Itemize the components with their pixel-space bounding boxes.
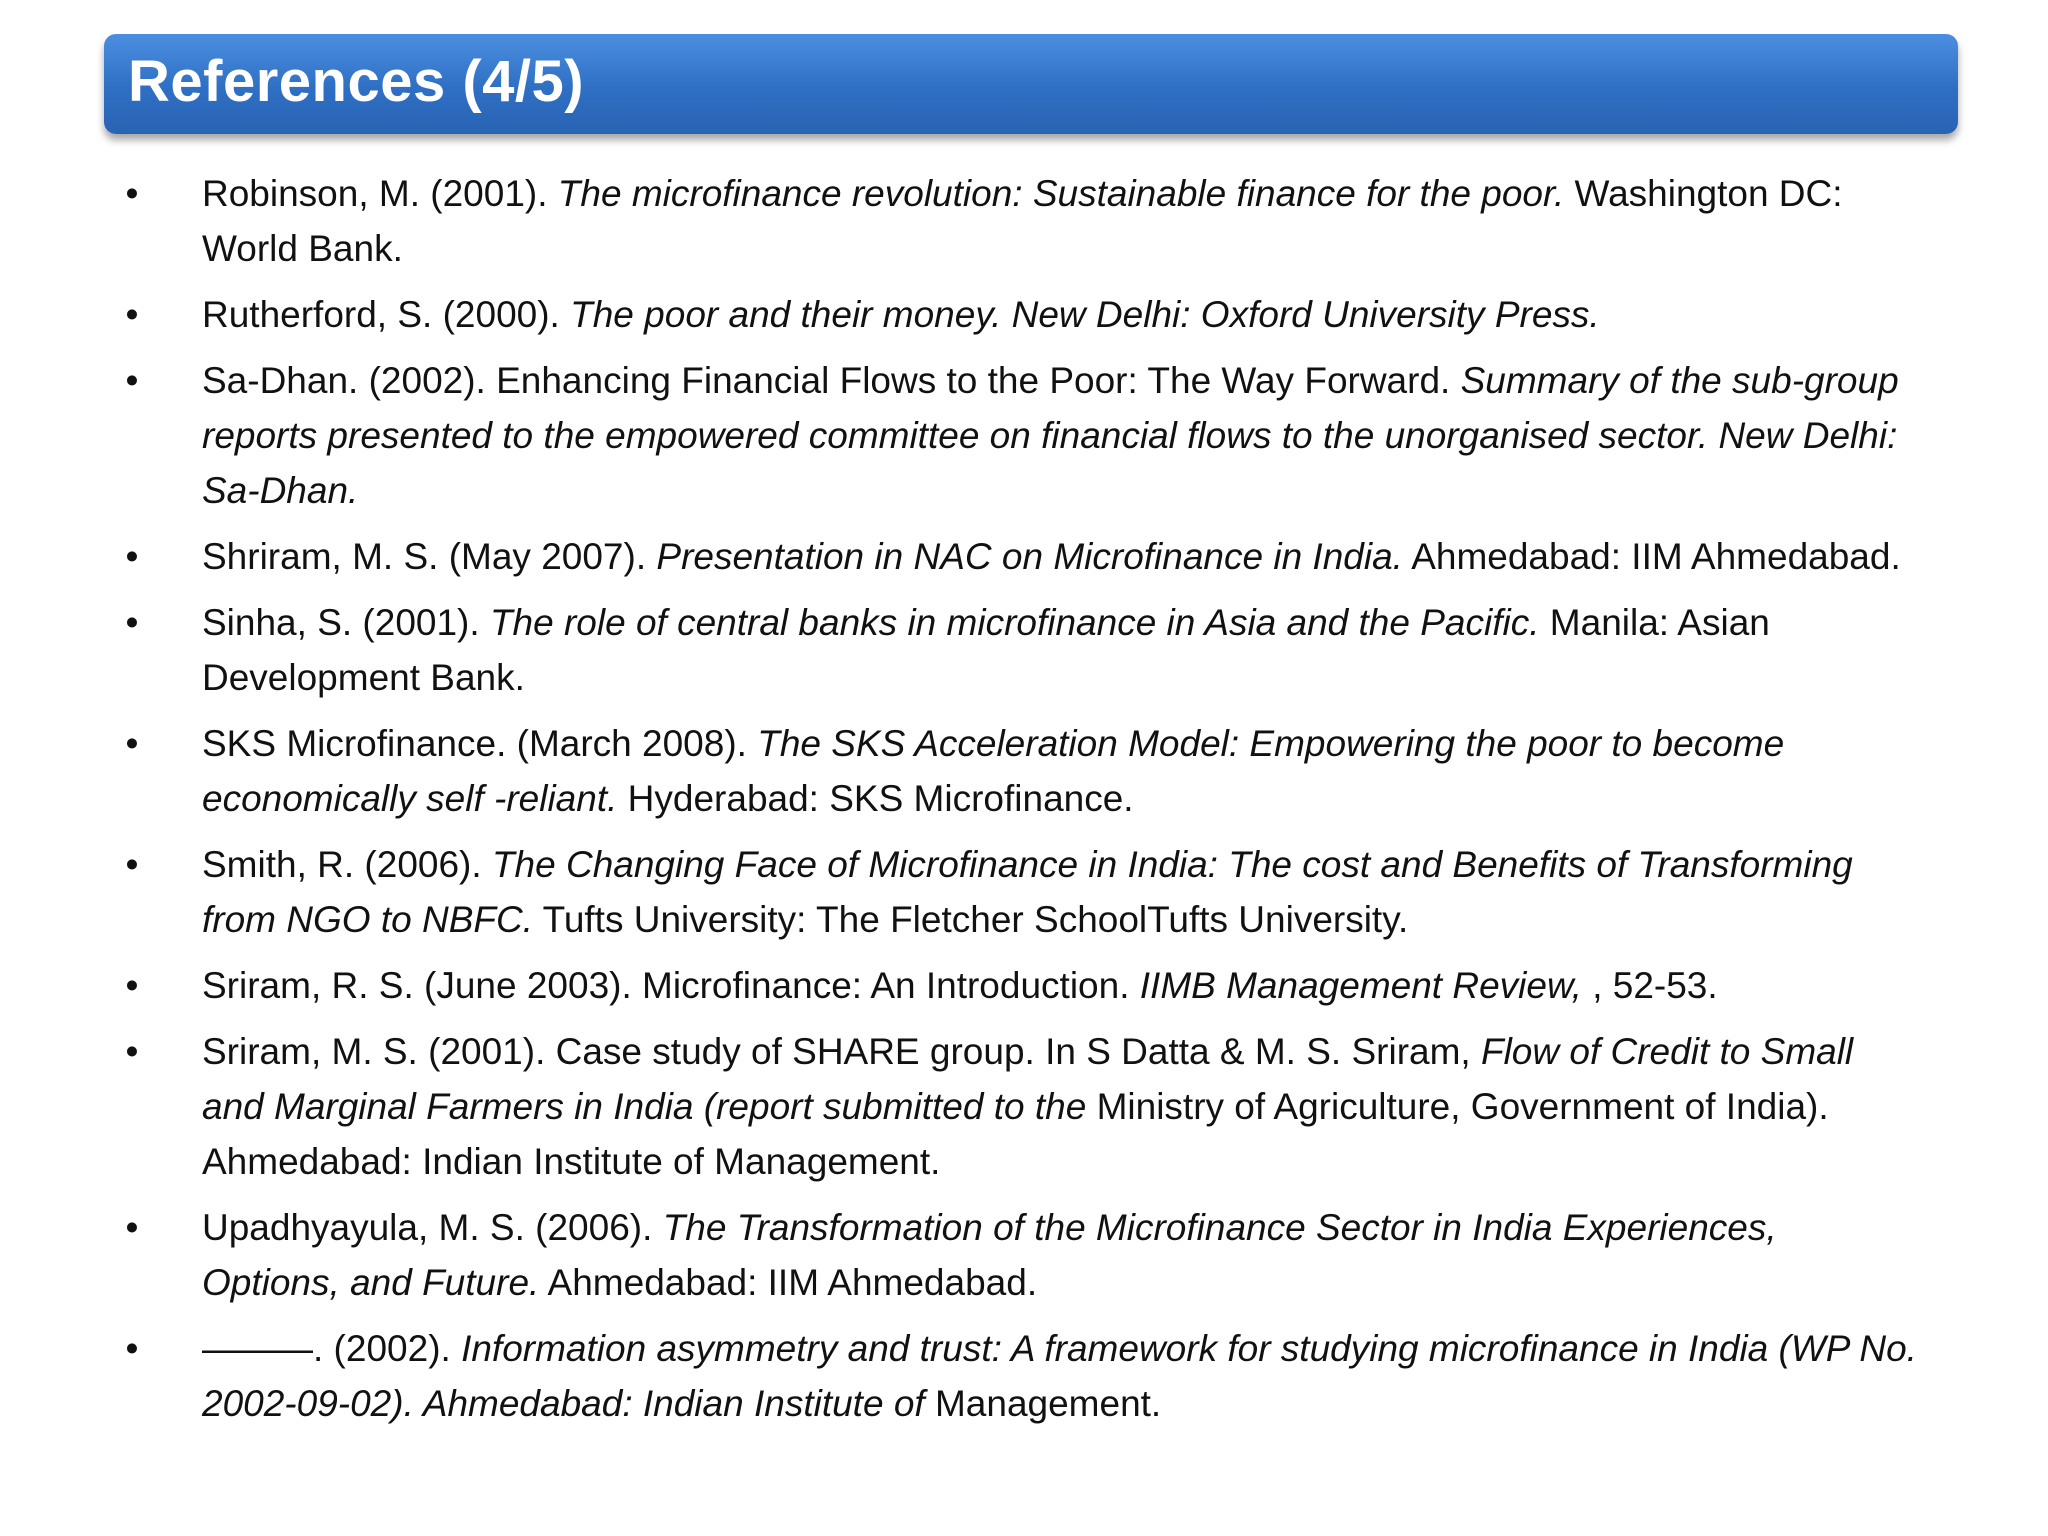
reference-text: Rutherford, S. (2000). The poor and their money. New Delhi: Oxford University Press. [202, 294, 1600, 335]
bullet-icon: • [125, 294, 139, 335]
reference-item [120, 529, 1920, 584]
reference-item [120, 958, 1920, 1013]
reference-text: Shriram, M. S. (May 2007). Presentation in NAC on Microfinance in India. Ahmedabad: IIM Ahmedabad. [202, 536, 1901, 577]
reference-text: ———. (2002). Information asymmetry and trust: A framework for studying microfinance in India (WP No. 2002-09-02). Ahmedabad: Indian Institute of Management. [202, 1328, 1917, 1424]
reference-item [120, 595, 1920, 705]
reference-text: SKS Microfinance. (March 2008). The SKS Acceleration Model: Empowering the poor to become economically self -reliant. Hyderabad: SKS Microfinance. [202, 723, 1785, 819]
reference-text: Sa-Dhan. (2002). Enhancing Financial Flows to the Poor: The Way Forward. Summary of the sub-group reports presented to the empowered committee on financial flows to the unorganised sector. New Delhi: Sa-Dhan. [202, 360, 1899, 511]
reference-item [120, 1200, 1920, 1310]
slide-title-bar [104, 34, 1958, 134]
reference-text: Sriram, R. S. (June 2003). Microfinance: An Introduction. IIMB Management Review, , 52-53. [202, 965, 1718, 1006]
reference-text: Smith, R. (2006). The Changing Face of Microfinance in India: The cost and Benefits of Transforming from NGO to NBFC. Tufts University: The Fletcher SchoolTufts University. [202, 844, 1853, 940]
bullet-icon: • [125, 173, 139, 214]
bullet-icon: • [125, 965, 139, 1006]
bullet-icon: • [125, 844, 139, 885]
bullet-icon: • [125, 1328, 139, 1369]
reference-item [120, 1321, 1920, 1431]
bullet-icon: • [125, 1207, 139, 1248]
reference-item [120, 1024, 1920, 1189]
reference-item [120, 166, 1920, 276]
bullet-icon: • [125, 536, 139, 577]
reference-text: Sriram, M. S. (2001). Case study of SHARE group. In S Datta & M. S. Sriram, Flow of Credit to Small and Marginal Farmers in India (report submitted to the Ministry of Agriculture, Government of India). Ahmedabad: Indian Institute of Management. [202, 1031, 1854, 1182]
bullet-icon: • [125, 360, 139, 401]
reference-item [120, 353, 1920, 518]
slide-title: References (4/5) [128, 49, 585, 114]
reference-text: Sinha, S. (2001). The role of central banks in microfinance in Asia and the Pacific. Manila: Asian Development Bank. [202, 602, 1770, 698]
reference-item [120, 287, 1920, 342]
references-list [120, 166, 1920, 1442]
reference-item [120, 716, 1920, 826]
bullet-icon: • [125, 723, 139, 764]
bullet-icon: • [125, 1031, 139, 1072]
reference-text: Robinson, M. (2001). The microfinance revolution: Sustainable finance for the poor. Washington DC: World Bank. [202, 173, 1843, 269]
reference-item [120, 837, 1920, 947]
bullet-icon: • [125, 602, 139, 643]
reference-text: Upadhyayula, M. S. (2006). The Transformation of the Microfinance Sector in India Experiences, Options, and Future. Ahmedabad: IIM Ahmedabad. [202, 1207, 1777, 1303]
